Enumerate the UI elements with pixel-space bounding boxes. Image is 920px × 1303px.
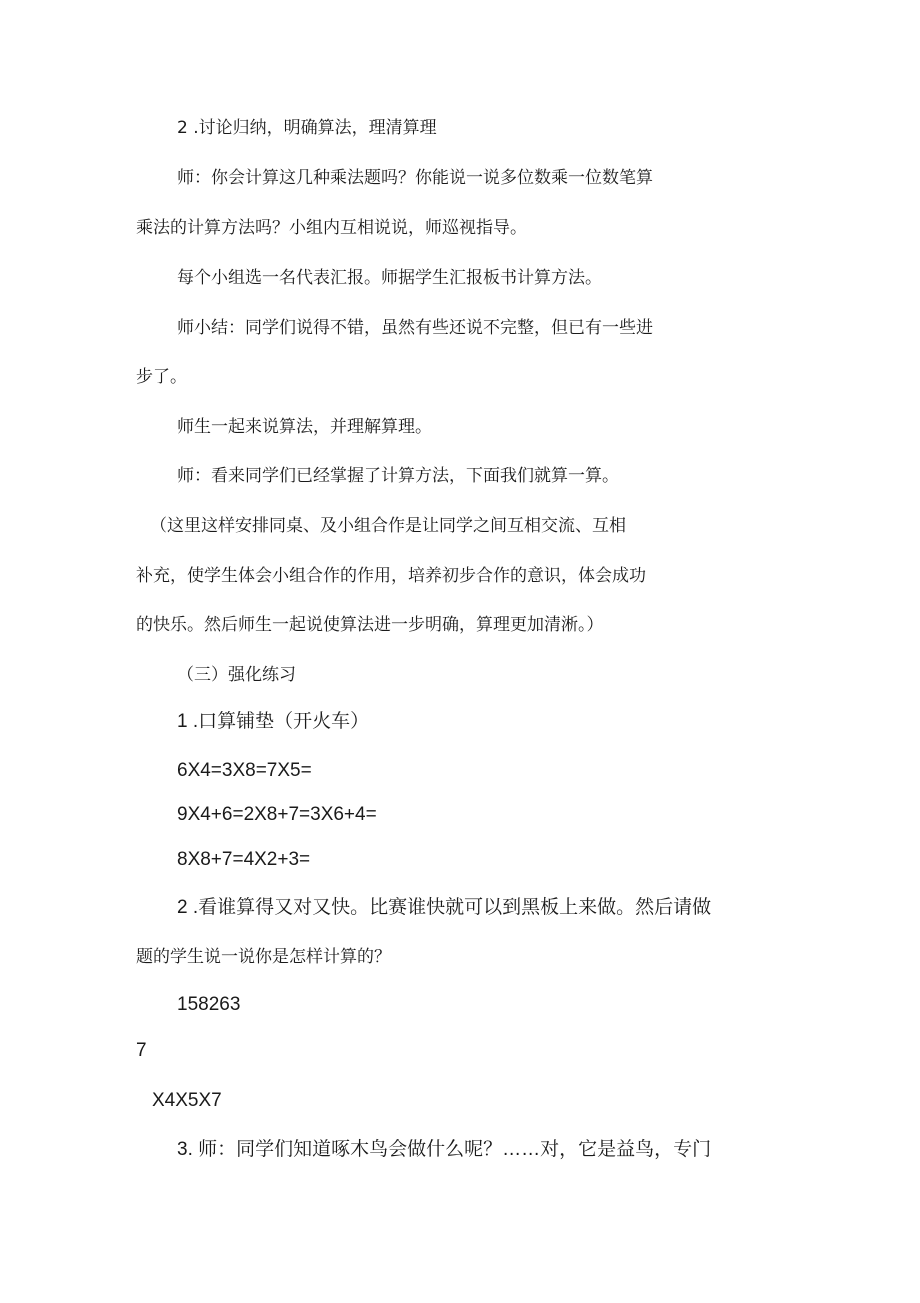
equation-line: 8X8+7=4X2+3=	[177, 849, 311, 870]
paragraph-line: （这里这样安排同桌、及小组合作是让同学之间互相交流、互相	[150, 516, 626, 536]
paragraph-line: 步了。	[136, 367, 187, 387]
exercise-heading: 2 .看谁算得又对又快。比赛谁快就可以到黑板上来做。然后请做	[177, 897, 712, 918]
multiplier-row: X4X5X7	[152, 1090, 222, 1111]
paragraph-line: 师小结：同学们说得不错，虽然有些还说不完整，但已有一些进	[177, 318, 653, 338]
paragraph-line: 补充，使学生体会小组合作的作用，培养初步合作的意识，体会成功	[136, 566, 646, 586]
paragraph-line: 题的学生说一说你是怎样计算的？	[136, 947, 391, 967]
multiplicand-row: 158263	[177, 994, 241, 1015]
multiplicand-row: 7	[136, 1040, 147, 1061]
section-heading-discussion: 2 .讨论归纳，明确算法，理清算理	[177, 118, 437, 138]
section-heading-practice: （三）强化练习	[177, 665, 296, 685]
equation-line: 9X4+6=2X8+7=3X6+4=	[177, 804, 377, 825]
paragraph-line: 每个小组选一名代表汇报。师据学生汇报板书计算方法。	[177, 268, 602, 288]
paragraph-line: 师：看来同学们已经掌握了计算方法，下面我们就算一算。	[177, 466, 619, 486]
paragraph-line: 乘法的计算方法吗？小组内互相说说，师巡视指导。	[136, 218, 527, 238]
paragraph-line: 的快乐。然后师生一起说使算法进一步明确，算理更加清淅。）	[136, 615, 604, 635]
paragraph-line: 师：你会计算这几种乘法题吗？你能说一说多位数乘一位数笔算	[177, 168, 653, 188]
equation-line: 6X4=3X8=7X5=	[177, 760, 312, 781]
exercise-heading: 1 .口算铺垫（开火车）	[177, 711, 370, 732]
paragraph-line: 师生一起来说算法，并理解算理。	[177, 417, 432, 437]
paragraph-line: 3. 师：同学们知道啄木鸟会做什么呢？……对，它是益鸟，专门	[177, 1139, 712, 1160]
